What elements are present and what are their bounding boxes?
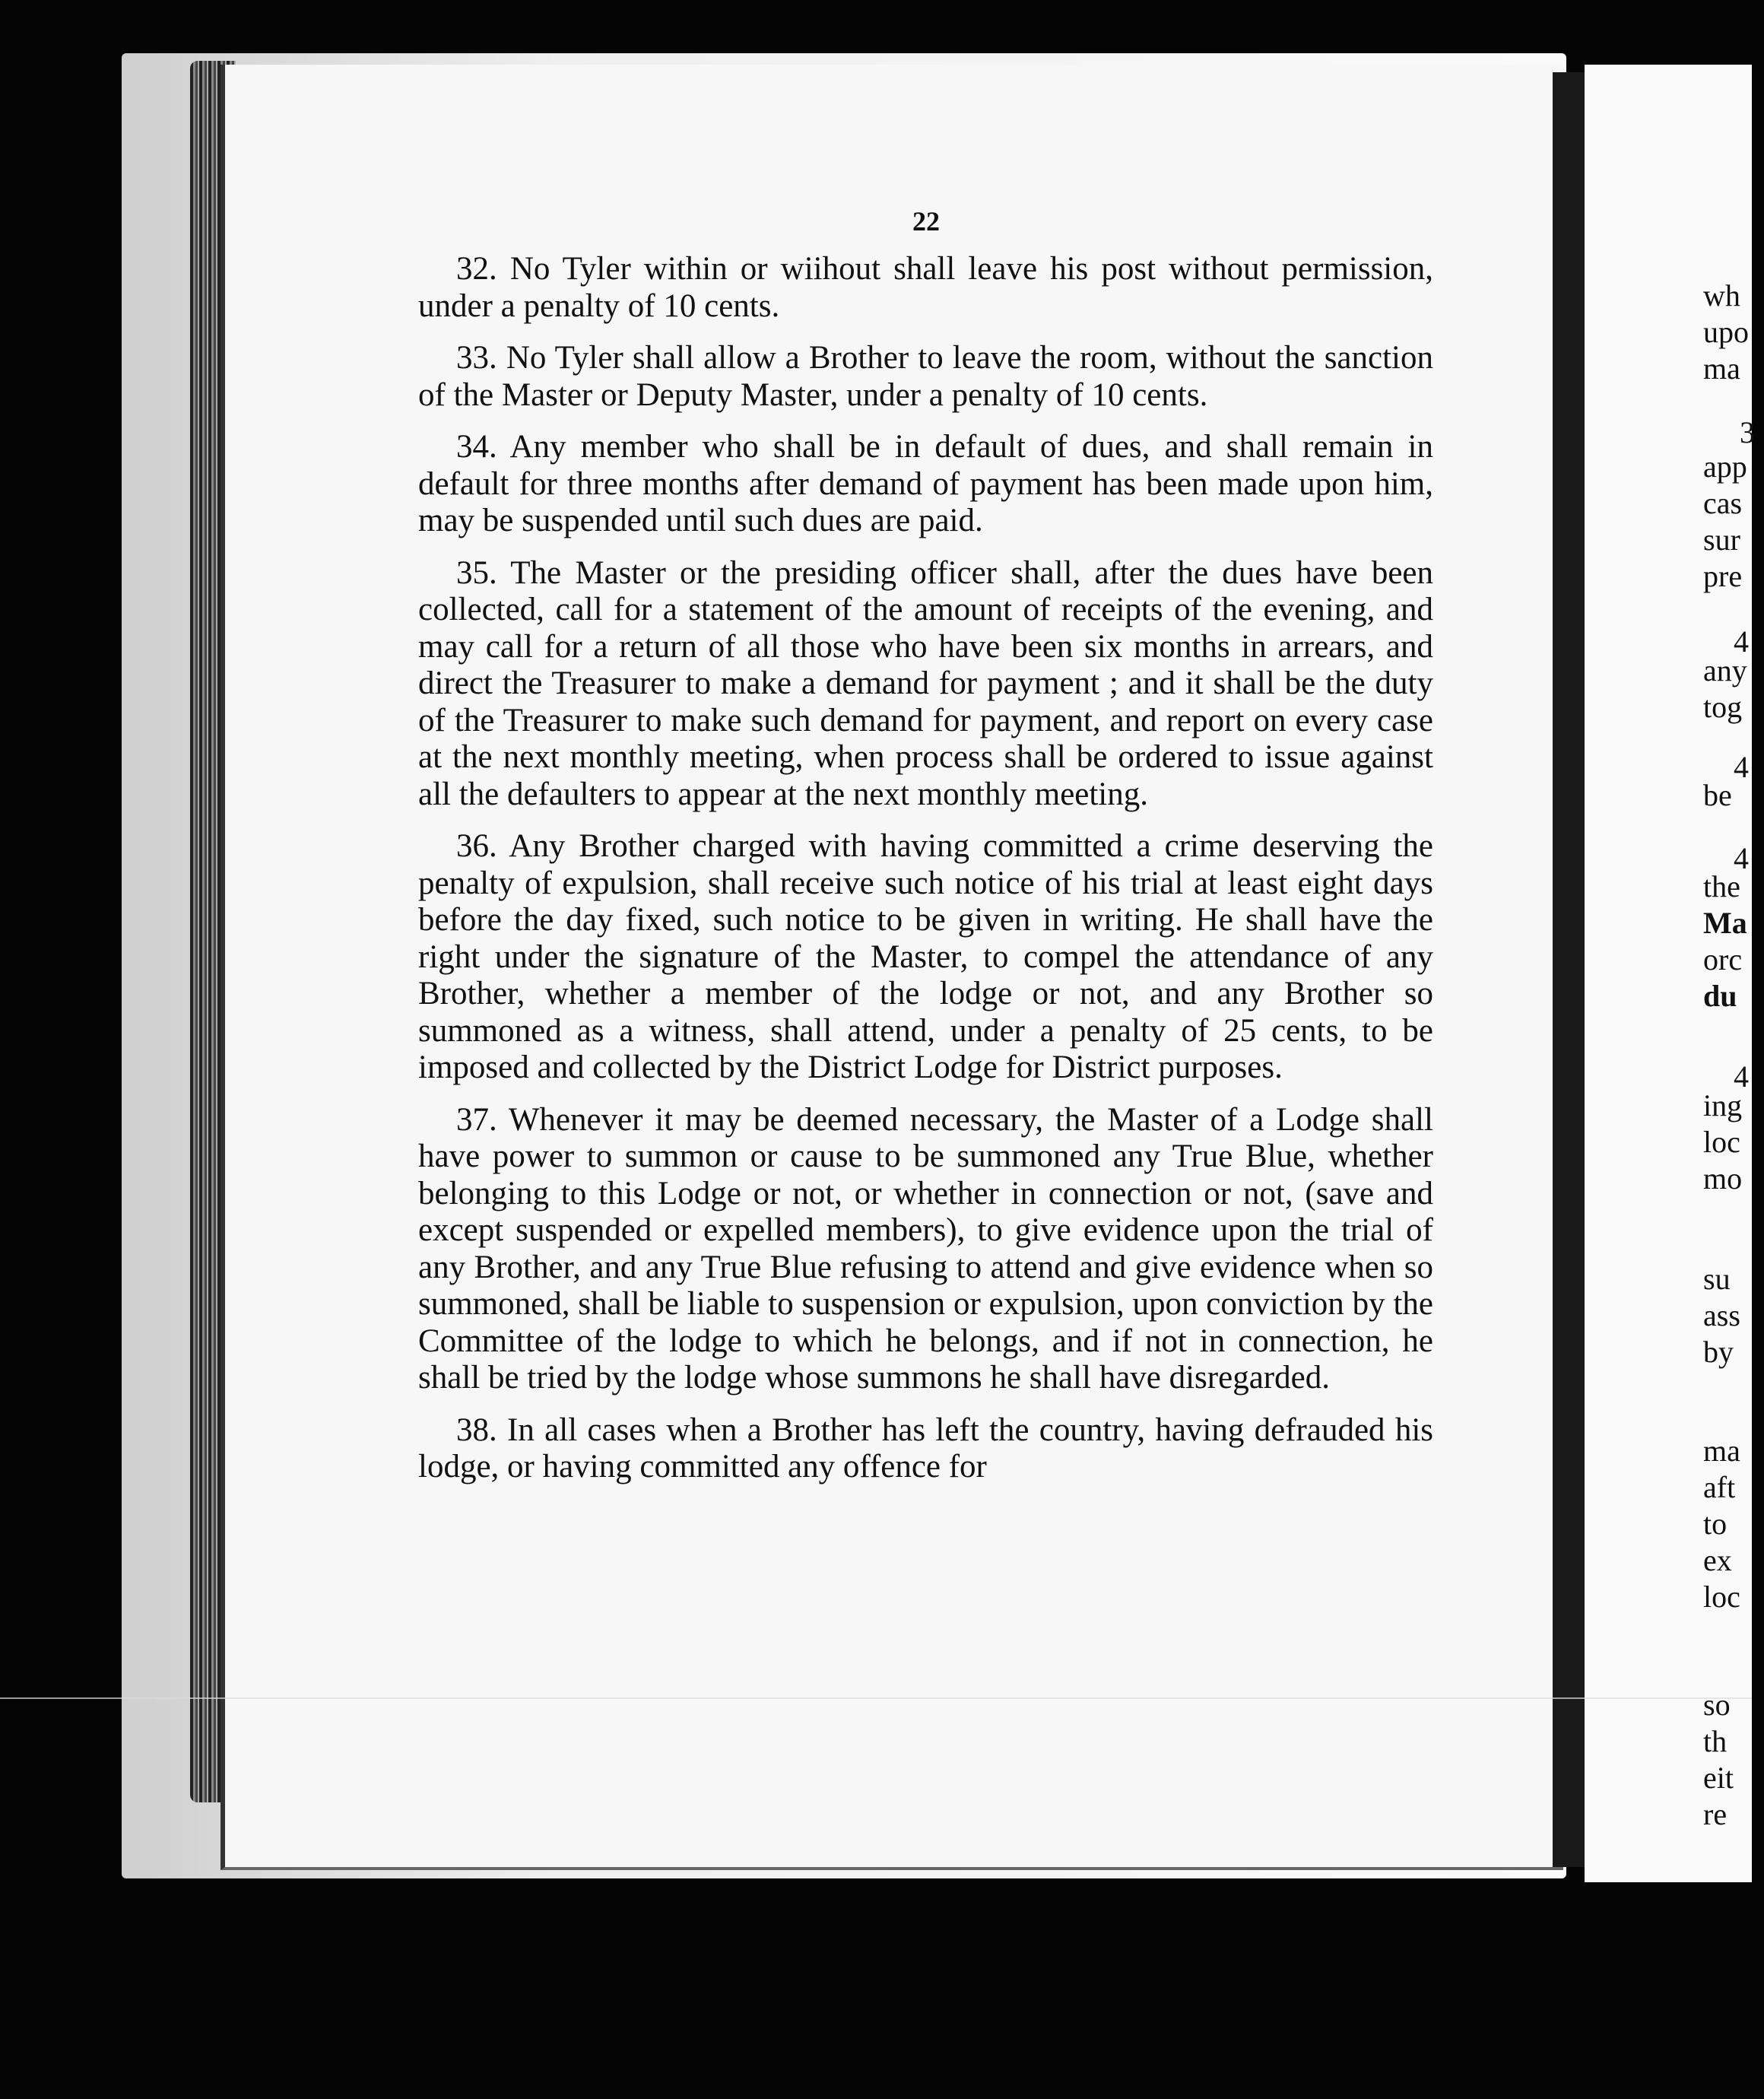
rule-number: 37. [456, 1101, 497, 1138]
fragment: 4 [1734, 750, 1749, 784]
rules-text [418, 251, 1433, 1501]
rule-paragraph [418, 251, 1433, 325]
rule-paragraph [418, 1412, 1433, 1486]
fragment: ing [1703, 1088, 1743, 1123]
fragment: re [1703, 1797, 1728, 1831]
rule-text: Whenever it may be deemed necessary, the Master of a Lodge shall have power to summon or cause to be summoned any True Blue, whether belonging to this Lodge or not, or whether in connection or not, (save and except suspended or expelled members), to give evidence upon the trial of any Brother, and any True Blue refusing to attend and give evidence when so summoned, shall be liable to suspension or expulsion, upon conviction by the Committee of the lodge to which he belongs, and if not in connection, he shall be tried by the lodge whose summons he shall have disregarded. [418, 1101, 1433, 1396]
fragment: du [1703, 979, 1737, 1013]
rule-paragraph [418, 1102, 1433, 1397]
fragment: 4 [1734, 841, 1749, 875]
rule-paragraph [418, 555, 1433, 814]
rule-text: In all cases when a Brother has left the country, having defrauded his lodge, or having committed any offence for [418, 1412, 1433, 1485]
fragment: to [1703, 1507, 1728, 1541]
rule-text: Any member who shall be in default of dues, and shall remain in default for three months after demand of payment has been made upon him, may be suspended until such dues are paid. [418, 429, 1433, 538]
fragment: cas [1703, 486, 1743, 520]
rule-text: Any Brother charged with having committed a crime deserving the penalty of expulsion, shall receive such notice of his trial at least eight days before the day fixed, such notice to be given in writing. He shall have the right under the signature of the Master, to compel the attendance of any Brother, whether a member of the lodge or not, and any Brother so summoned as a witness, shall attend, under a penalty of 25 cents, to be imposed and collected by the District Lodge for District purposes. [418, 828, 1433, 1085]
fragment: wh [1703, 278, 1740, 313]
book-gutter [1553, 72, 1585, 1867]
fragment: ass [1703, 1298, 1740, 1332]
fragment: app [1703, 449, 1747, 484]
rule-text: The Master or the presiding officer shall, after the dues have been collected, call for a statement of the amount of receipts of the evening, and may call for a return of all those who have been six months in arrears, and direct the Treasurer to make a demand for payment ; and it shall be the duty of the Treasurer to make such demand for payment, and report on every case at the next monthly meeting, when process shall be ordered to issue against all the defaulters to appear at the next monthly meeting. [418, 554, 1433, 812]
fragment: su [1703, 1262, 1731, 1296]
fragment: by [1703, 1335, 1734, 1369]
rule-number: 35. [456, 554, 497, 591]
fragment: orc [1703, 942, 1743, 976]
fragment: tog [1703, 690, 1743, 724]
fragment: loc [1703, 1580, 1740, 1614]
fragment: so [1703, 1688, 1731, 1722]
rule-number: 33. [456, 340, 497, 376]
fragment: th [1703, 1724, 1728, 1758]
fragment: mo [1703, 1161, 1743, 1196]
rule-paragraph [418, 340, 1433, 414]
fragment: 3 [1740, 415, 1755, 449]
fragment: upo [1703, 315, 1749, 349]
fragment: aft [1703, 1470, 1736, 1504]
rule-text: No Tyler shall allow a Brother to leave the room, without the sanction of the Master or Deputy Master, under a penalty of 10 cents. [418, 340, 1434, 413]
fragment: sur [1703, 522, 1740, 557]
fragment: Ma [1703, 906, 1747, 940]
fragment: ma [1703, 351, 1740, 386]
fragment: eit [1703, 1761, 1734, 1795]
rule-text: No Tyler within or wiihout shall leave his post without permission, under a penalty of 10 cents. [418, 251, 1433, 324]
fragment: loc [1703, 1125, 1740, 1159]
rule-paragraph [418, 429, 1433, 540]
fragment: 4 [1734, 624, 1749, 659]
fragment: the [1703, 869, 1740, 903]
rule-number: 38. [456, 1412, 497, 1448]
fragment: ma [1703, 1434, 1740, 1468]
rule-number: 36. [456, 828, 497, 864]
rule-paragraph [418, 828, 1433, 1087]
fragment: 4 [1734, 1059, 1749, 1094]
fragment: any [1703, 653, 1747, 687]
rule-number: 32. [456, 251, 497, 287]
fragment: ex [1703, 1543, 1732, 1577]
page-number: 22 [912, 206, 940, 237]
rule-number: 34. [456, 429, 497, 465]
scan-line [0, 1697, 1752, 1699]
fragment: pre [1703, 559, 1743, 593]
fragment: be [1703, 778, 1732, 812]
